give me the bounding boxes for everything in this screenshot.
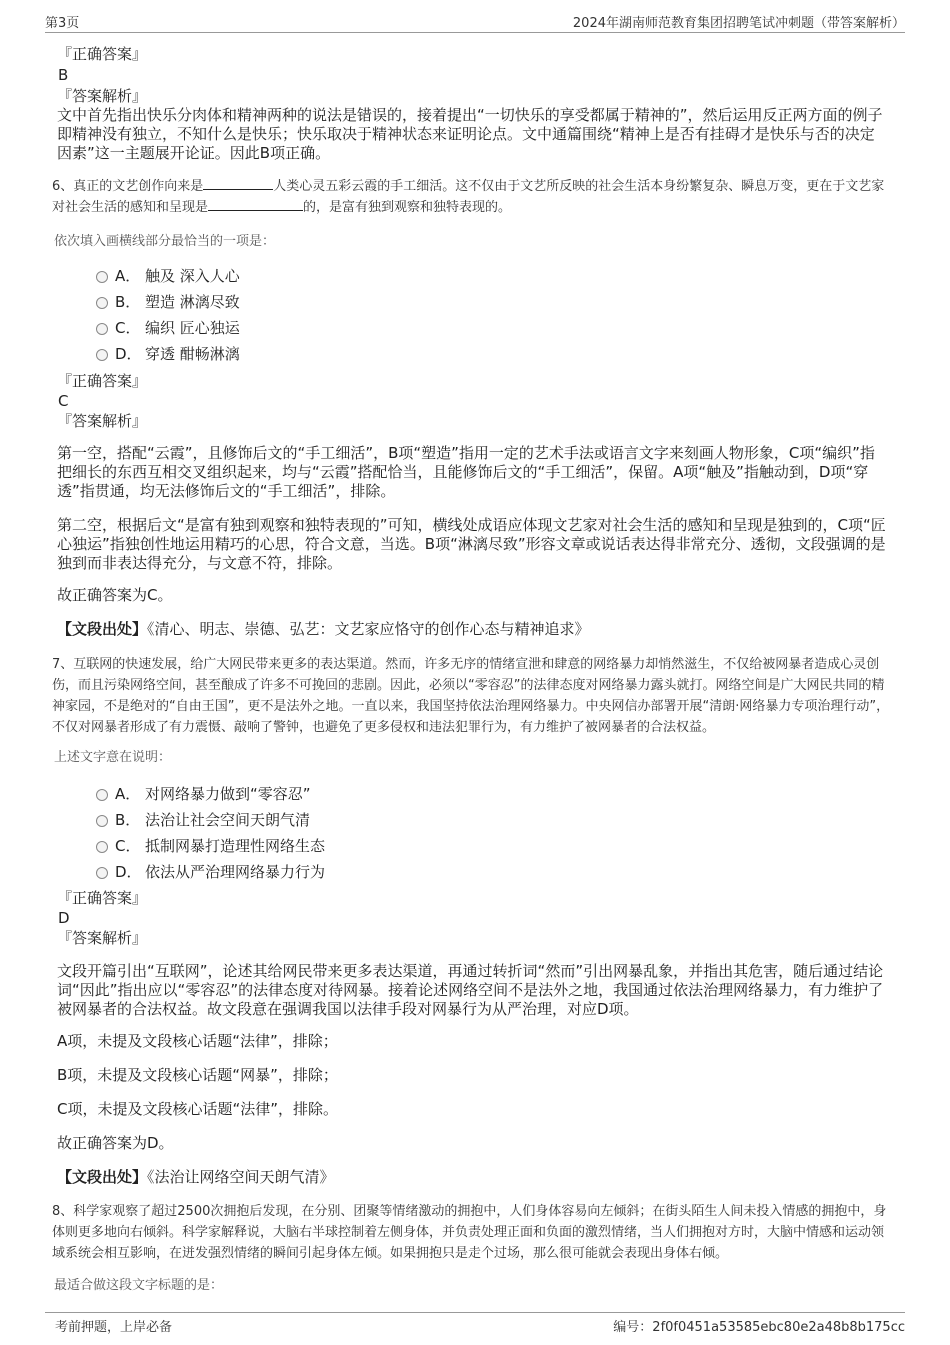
code-label: 编号： [613,1320,653,1335]
q5-answer: B [58,66,69,84]
explanation-label: 『答案解析』 [57,87,148,105]
option-text: 塑造 淋漓尽致 [145,293,240,311]
q7-line-a: A项，未提及文段核心话题“法律”，排除； [57,1032,338,1050]
radio-button[interactable] [96,323,108,335]
q6-conclusion: 故正确答案为C。 [57,586,173,604]
source-title: 《法治让网络空间天朗气清》 [147,1168,335,1186]
explanation-label: 『答案解析』 [57,412,148,430]
q5-explanation: 文中首先指出快乐分肉体和精神两种的说法是错误的，接着提出“一切快乐的享受都属于精神的”，然后运用反正两方面的例子即精神没有独立，不知什么是快乐；快乐取决于精神状态来证明论点。文中通篇围绕“精神上是否有挂碍才是快乐与否的决定因素”这一主题展开论证。因此B项正确。 [57,106,883,162]
explanation-label: 『答案解析』 [57,929,148,947]
source-title: 《清心、明志、崇德、弘艺：文艺家应恪守的创作心态与精神追求》 [147,620,590,638]
q6-answer: C [58,392,69,410]
q6-option-a[interactable] [57,263,888,289]
option-text: 依法从严治理网络暴力行为 [145,863,326,881]
option-text: 抵制网暴打造理性网络生态 [145,837,326,855]
q6-stem [52,176,893,218]
q7-option-a[interactable] [57,781,888,807]
option-letter: C． [115,319,141,337]
option-letter: A． [115,267,141,285]
footer-slogan: 考前押题，上岸必备 [55,1320,173,1335]
option-letter: C． [115,837,141,855]
q6-explanation-2: 第二空，根据后文“是富有独到观察和独特表现的”可知，横线处成语应体现文艺家对社会生活的感知和呈现是独到的，C项“匠心独运”指独创性地运用精巧的心思，符合文意，当选。B项“淋漓尽致”形容文章或说话表达得非常充分、透彻，文段强调的是独到而非表达得充分，与文意不符，排除。 [57,516,886,572]
q6-stem-part3: 的，是富有独到观察和独特表现的。 [303,200,512,215]
source-label: 【文段出处】 [57,620,148,638]
q7-answer: D [58,909,70,927]
option-text: 对网络暴力做到“零容忍” [145,785,311,803]
radio-button[interactable] [96,271,108,283]
document-code [613,1316,905,1335]
radio-button[interactable] [96,867,108,879]
q7-option-d[interactable] [57,859,888,885]
page-footer [45,1312,905,1337]
q7-option-b[interactable] [57,807,888,833]
q8-stem: 8、科学家观察了超过2500次拥抱后发现，在分别、团聚等情绪激动的拥抱中，人们身体容易向左倾斜；在街头陌生人间未投入情感的拥抱中，身体则更多地向右倾斜。科学家解释说，大脑右半球控制着左侧身体，并负责处理正面和负面的激烈情绪，当人们拥抱对方时，大脑中情感和运动领域系统会相互影响，在迸发强烈情绪的瞬间引起身体左倾。如果拥抱只是走个过场，那么很可能就会表现出身体右倾。 [52,1204,887,1261]
correct-answer-label: 『正确答案』 [57,889,148,907]
q7-source [57,1168,335,1187]
option-text: 穿透 酣畅淋漓 [145,345,240,363]
radio-button[interactable] [96,789,108,801]
q6-option-d[interactable] [57,341,888,367]
q6-source [57,620,590,639]
option-letter: B． [115,811,141,829]
q6-explanation-1: 第一空，搭配“云霞”，且修饰后文的“手工细活”，B项“塑造”指用一定的艺术手法或语言文字来刻画人物形象，C项“编织”指把细长的东西互相交叉组织起来，均与“云霞”搭配恰当，且能修饰后文的“手工细活”，保留。A项“触及”指触动到，D项“穿透”指贯通，均无法修饰后文的“手工细活”，排除。 [57,444,875,500]
q6-option-b[interactable] [57,289,888,315]
option-letter: D． [115,345,142,363]
q7-prompt: 上述文字意在说明： [54,750,172,765]
radio-button[interactable] [96,841,108,853]
q7-line-b: B项，未提及文段核心话题“网暴”，排除； [57,1066,338,1084]
q7-options [57,781,888,885]
fill-blank-2 [208,198,303,211]
q6-stem-part1: 6、真正的文艺创作向来是 [52,179,204,194]
correct-answer-label: 『正确答案』 [57,372,148,390]
q6-option-c[interactable] [57,315,888,341]
code-value: 2f0f0451a53585ebc80e2a48b8b175cc [652,1320,905,1335]
correct-answer-label: 『正确答案』 [57,45,148,63]
q6-prompt: 依次填入画横线部分最恰当的一项是： [54,234,276,249]
q7-line-c: C项，未提及文段核心话题“法律”，排除。 [57,1100,339,1118]
radio-button[interactable] [96,297,108,309]
q7-stem: 7、互联网的快速发展，给广大网民带来更多的表达渠道。然而，许多无序的情绪宣泄和肆意的网络暴力却悄然滋生，不仅给被网暴者造成心灵创伤，而且污染网络空间，甚至酿成了许多不可挽回的悲剧。因此，必须以“零容忍”的法律态度对网络暴力露头就打。网络空间是广大网民共同的精神家园，不是绝对的“自由王国”，更不是法外之地。一直以来，我国坚持依法治理网络暴力。中央网信办部署开展“清朗·网络暴力专项治理行动”，不仅对网暴者形成了有力震慑、敲响了警钟，也避免了更多侵权和违法犯罪行为，有力维护了被网暴者的合法权益。 [52,657,890,735]
page-header [45,10,905,33]
q7-option-c[interactable] [57,833,888,859]
option-letter: B． [115,293,141,311]
radio-button[interactable] [96,349,108,361]
option-text: 编织 匠心独运 [145,319,240,337]
radio-button[interactable] [96,815,108,827]
source-label: 【文段出处】 [57,1168,148,1186]
page-number: 第3页 [45,16,80,31]
option-letter: A． [115,785,141,803]
q7-conclusion: 故正确答案为D。 [57,1134,174,1152]
option-text: 法治让社会空间天朗气清 [145,811,311,829]
q8-prompt: 最适合做这段文字标题的是： [54,1278,224,1293]
option-text: 触及 深入人心 [145,267,240,285]
fill-blank-1 [203,177,273,190]
option-letter: D． [115,863,142,881]
q6-stem-part2: 人类心灵五彩云霞的手工细活。这不仅由于文艺所反映的社会生活本身纷繁复杂、瞬息万变，更在于文艺家对社会生活的感知和呈现是 [52,179,885,215]
document-title: 2024年湖南师范教育集团招聘笔试冲刺题（带答案解析） [572,16,905,31]
q7-explanation-1: 文段开篇引出“互联网”，论述其给网民带来更多表达渠道，再通过转折词“然而”引出网暴乱象，并指出其危害，随后通过结论词“因此”指出应以“零容忍”的法律态度对待网暴。接着论述网络空间不是法外之地，我国通过依法治理网络暴力，有力维护了被网暴者的合法权益。故文段意在强调我国以法律手段对网暴行为从严治理，对应D项。 [57,962,884,1018]
q6-options [57,263,888,367]
